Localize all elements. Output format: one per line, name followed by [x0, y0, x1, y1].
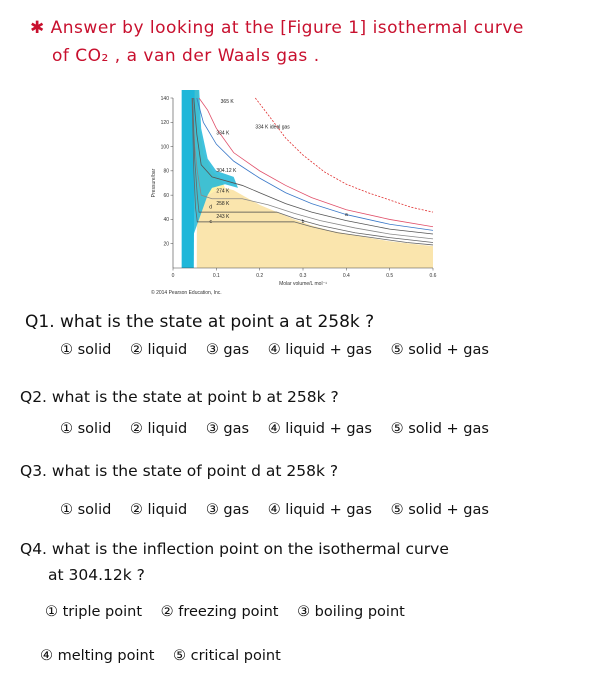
x-tick-label: 0.5 [386, 273, 394, 279]
q3-option-3[interactable]: ③ gas [205, 502, 250, 518]
y-axis-label: Pressure/bar [151, 168, 157, 198]
instruction-line-1: ✱ Answer by looking at the [Figure 1] isothermal curve [30, 18, 524, 38]
point-label-d: d [209, 204, 213, 211]
question-3-options [60, 502, 503, 518]
q1-option-5[interactable]: ⑤ solid + gas [390, 342, 489, 358]
q3-option-1[interactable]: ① solid [60, 502, 112, 518]
series-label-5: 258 K [216, 200, 230, 207]
x-tick-label: 0.1 [212, 273, 220, 279]
y-tick-label: 80 [163, 168, 169, 175]
isotherm-chart-svg [135, 90, 445, 300]
q3-option-4[interactable]: ④ liquid + gas [267, 502, 372, 518]
x-axis-label: Molar volume/L mol⁻¹ [279, 281, 327, 287]
question-1-options [60, 342, 503, 358]
x-tick-label: 0 [171, 273, 175, 279]
q1-option-1[interactable]: ① solid [60, 342, 112, 358]
q3-option-2[interactable]: ② liquid [129, 502, 188, 518]
point-label-a: a [344, 211, 348, 218]
x-tick-label: 0.2 [256, 273, 264, 279]
question-4-options-row-1 [45, 604, 419, 620]
x-tick-label: 0.6 [429, 273, 437, 279]
y-tick-label: 40 [163, 217, 169, 224]
point-label-b: b [301, 219, 305, 226]
question-4-text: Q4. what is the inflection point on the isothermal curve [20, 540, 449, 558]
series-label-3: 304.12 K [216, 168, 237, 175]
y-tick-label: 120 [160, 120, 169, 127]
q1-option-2[interactable]: ② liquid [129, 342, 188, 358]
question-3-text: Q3. what is the state of point d at 258k ? [20, 462, 339, 480]
instruction-line-2: of CO₂ , a van der Waals gas . [52, 46, 320, 66]
two-phase-region [197, 188, 433, 268]
q4-option-2[interactable]: ② freezing point [160, 604, 279, 620]
question-2-text: Q2. what is the state at point b at 258k ? [20, 388, 339, 406]
series-label-1: 334 K [216, 130, 230, 137]
q4-option-1[interactable]: ① triple point [45, 604, 143, 620]
question-4-text-2: at 304.12k ? [48, 566, 145, 584]
q2-option-4[interactable]: ④ liquid + gas [267, 421, 372, 437]
question-4-options-row-2 [40, 648, 295, 664]
question-1-text: Q1. what is the state at point a at 258k ? [25, 312, 375, 332]
series-label-0: 365 K [220, 98, 234, 105]
point-label-c: c [209, 219, 212, 226]
series-label-2: 334 K ideal gas [255, 124, 290, 131]
question-2-options [60, 421, 503, 437]
q3-option-5[interactable]: ⑤ solid + gas [390, 502, 489, 518]
instruction-header [30, 18, 590, 66]
q2-option-5[interactable]: ⑤ solid + gas [390, 421, 489, 437]
q2-option-2[interactable]: ② liquid [129, 421, 188, 437]
series-label-4: 274 K [216, 188, 230, 195]
y-tick-label: 60 [163, 192, 169, 199]
series-line-2 [255, 98, 433, 212]
x-tick-label: 0.4 [342, 273, 350, 279]
series-label-6: 243 K [216, 214, 230, 221]
q1-option-4[interactable]: ④ liquid + gas [267, 342, 372, 358]
y-tick-label: 20 [163, 241, 169, 248]
q2-option-1[interactable]: ① solid [60, 421, 112, 437]
q4-option-3[interactable]: ③ boiling point [297, 604, 405, 620]
y-tick-label: 100 [160, 144, 169, 151]
copyright-note: © 2014 Pearson Education, Inc. [151, 290, 222, 296]
q1-option-3[interactable]: ③ gas [205, 342, 250, 358]
isotherm-chart [135, 90, 445, 300]
q4-option-5[interactable]: ⑤ critical point [173, 648, 281, 664]
x-tick-label: 0.3 [299, 273, 307, 279]
y-tick-label: 140 [160, 95, 169, 102]
q4-option-4[interactable]: ④ melting point [40, 648, 155, 664]
q2-option-3[interactable]: ③ gas [205, 421, 250, 437]
